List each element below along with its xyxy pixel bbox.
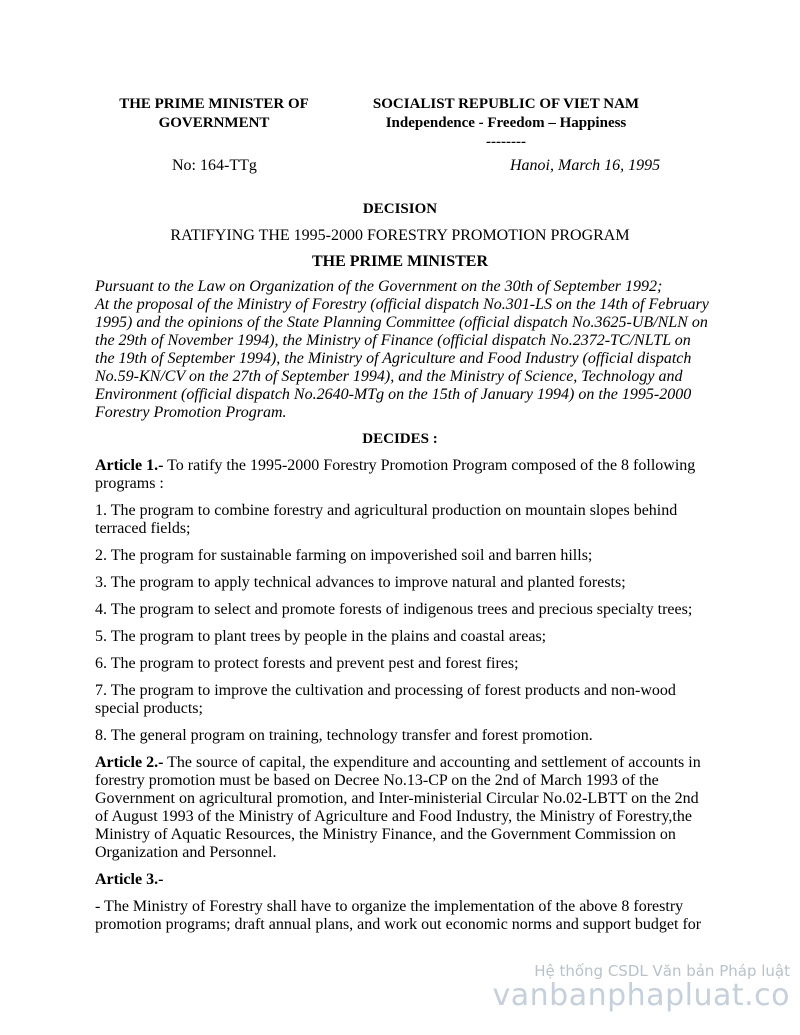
watermark-site: vanbanphapluat.co — [492, 978, 790, 1013]
header-separator: -------- — [486, 134, 526, 150]
issuer-line-2: GOVERNMENT — [158, 115, 270, 131]
article-2-text: The source of capital, the expenditure and accounting and settlement of accounts in forestry promotion must be based on Decree No.13-CP on the 2nd of March 1993 of the Government on agricultural promotion, and Inter-ministerial Circular No.02-LBTT on the 2nd of August 1993 of the Ministry of Agriculture and Food Industry, the Ministry of Forestry,the Ministry of Aquatic Resources, the Ministry Finance, and the Government Commission on Organization and Personnel. — [95, 754, 701, 861]
program-item: 7. The program to improve the cultivation and processing of forest products and non-wood special products; — [95, 682, 676, 717]
decides-heading: DECIDES : — [362, 431, 438, 447]
article-2-label: Article 2.- — [95, 754, 164, 771]
country-name: SOCIALIST REPUBLIC OF VIET NAM — [372, 96, 640, 112]
article-1-text: To ratify the 1995-2000 Forestry Promotion Program composed of the 8 following programs : — [95, 457, 696, 492]
article-3-label: Article 3.- — [95, 871, 164, 888]
decision-subject: RATIFYING THE 1995-2000 FORESTRY PROMOTION PROGRAM — [170, 227, 630, 244]
document-number: No: 164-TTg — [172, 157, 257, 174]
article-3-text: - The Ministry of Forestry shall have to organize the implementation of the above 8 forestry promotion programs; draft annual plans, and work out economic norms and support budget for — [95, 898, 702, 933]
article-1 — [95, 457, 711, 493]
articles-body — [95, 457, 711, 943]
program-item: 2. The program for sustainable farming on impoverished soil and barren hills; — [95, 547, 593, 564]
national-header — [352, 95, 660, 152]
article-1-label: Article 1.- — [95, 457, 164, 474]
authority-heading: THE PRIME MINISTER — [311, 253, 489, 270]
issuer-header — [100, 95, 328, 133]
program-item: 3. The program to apply technical advances to improve natural and planted forests; — [95, 574, 626, 591]
program-item: 4. The program to select and promote forests of indigenous trees and precious specialty trees; — [95, 601, 693, 618]
preamble — [95, 278, 711, 422]
motto: Independence - Freedom – Happiness — [385, 115, 627, 131]
program-item: 8. The general program on training, technology transfer and forest promotion. — [95, 727, 593, 744]
article-2 — [95, 754, 711, 862]
program-item: 5. The program to plant trees by people in the plains and coastal areas; — [95, 628, 547, 645]
decision-heading: DECISION — [362, 201, 438, 217]
preamble-line-2: At the proposal of the Ministry of Forestry (official dispatch No.301-LS on the 14th of February 1995) and the opinions of the State Planning Committee (official dispatch No.3625-UB/NLN on the 29th of November 1994), the Ministry of Finance (official dispatch No.2372-TC/NLTL on the 19th of September 1994), the Ministry of Agriculture and Food Industry (official dispatch No.59-KN/CV on the 27th of September 1994), and the Ministry of Science, Technology and Environment (official dispatch No.2640-MTg on the 15th of January 1994) on the 1995-2000 Forestry Promotion Program. — [95, 296, 709, 421]
place-date: Hanoi, March 16, 1995 — [510, 157, 661, 174]
program-item: 1. The program to combine forestry and agricultural production on mountain slopes behind terraced fields; — [95, 502, 678, 537]
program-item: 6. The program to protect forests and prevent pest and forest fires; — [95, 655, 519, 672]
issuer-line-1: THE PRIME MINISTER OF — [119, 96, 309, 112]
preamble-line-1: Pursuant to the Law on Organization of the Government on the 30th of September 1992; — [95, 278, 663, 295]
watermark-caption: Hệ thống CSDL Văn bản Pháp luật — [534, 962, 790, 980]
